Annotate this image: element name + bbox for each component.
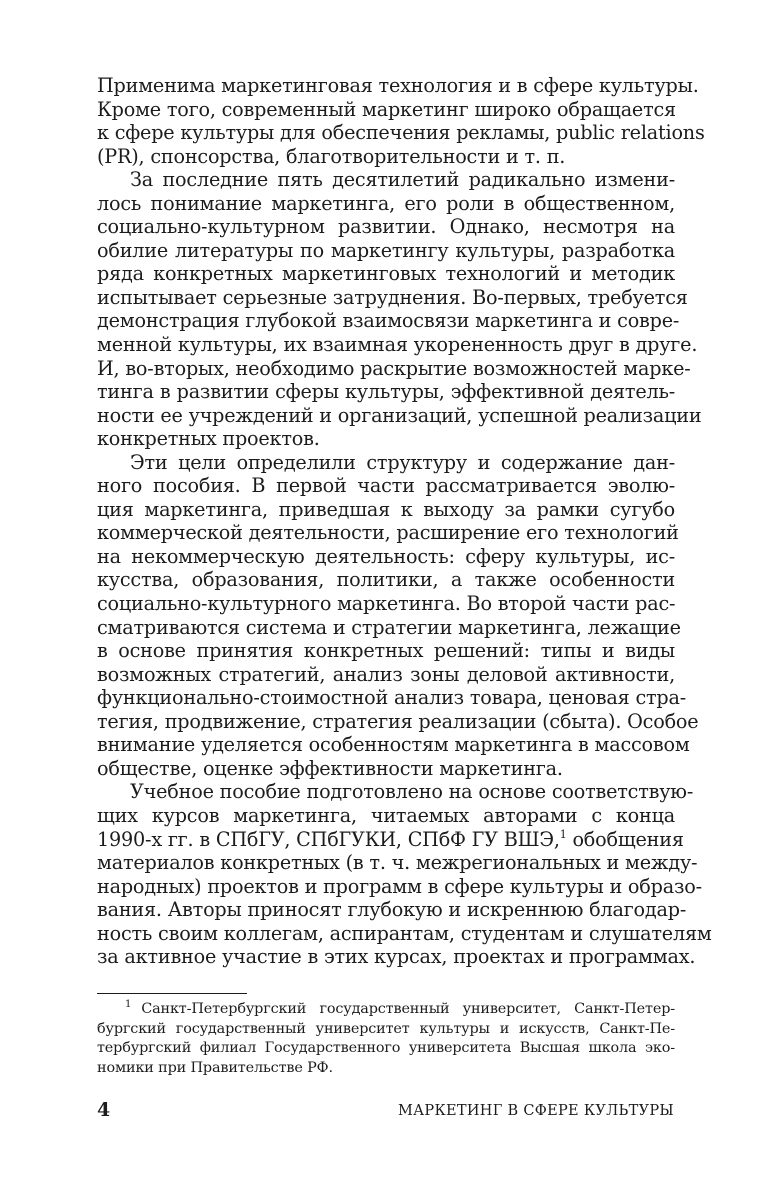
text-line: Применима маркетинговая технология и в сфере культуры. (97, 74, 699, 97)
text-line: социально-культурном развитии. Однако, несмотря на (97, 215, 675, 239)
text-line-with-footnote-ref (97, 827, 684, 852)
text-line: конкретных проектов. (97, 427, 320, 451)
text-line: ряда конкретных маркетинговых технологий и методик (97, 262, 675, 286)
footnote-line: тербургский филиал Государственного университета Высшая школа эко- (97, 1040, 675, 1056)
text-line: лось понимание маркетинга, его роли в общественном, (97, 191, 675, 215)
footnote-divider (97, 993, 247, 994)
text-line: (PR), спонсорства, благотворительности и т. п. (97, 144, 566, 168)
text-line: менной культуры, их взаимная укорененность друг в друге. (97, 333, 698, 357)
text-line: ция маркетинга, приведшая к выходу за рамки сугубо (97, 497, 675, 521)
text-line: ного пособия. В первой части рассматривается эволю- (97, 474, 675, 498)
page-number: 4 (97, 1099, 111, 1121)
footnote-line: номики при Правительстве РФ. (97, 1059, 333, 1076)
text-line: Кроме того, современный маркетинг широко обращается (97, 97, 676, 121)
text-line: социально-культурного маркетинга. Во второй части рас- (97, 592, 676, 616)
text-line: функционально-стоимостной анализ товара, ценовая стра- (97, 686, 687, 710)
body-text (97, 74, 712, 969)
footnote-line (97, 1000, 675, 1020)
text-line: ность своим коллегам, аспирантам, студентам и слушателям (97, 921, 712, 945)
text-line: обществе, оценке эффективности маркетинга. (97, 756, 563, 780)
text-line: кусства, образования, политики, а также особенности (97, 568, 675, 592)
text-line: на некоммерческую деятельность: сферу культуры, ис- (97, 544, 675, 568)
text-line: испытывает серьезные затруднения. Во-первых, требуется (97, 285, 688, 309)
text-line: ности ее учреждений и организаций, успешной реализации (97, 403, 702, 427)
text-line: Эти цели определили структуру и содержание дан- (130, 450, 675, 474)
text-line: И, во-вторых, необходимо раскрытие возможностей марке- (97, 356, 691, 380)
text-line: внимание уделяется особенностям маркетинга в массовом (97, 733, 690, 757)
paragraph (97, 168, 702, 451)
text-line: тинга в развитии сферы культуры, эффективной деятель- (97, 380, 675, 404)
text-line: тегия, продвижение, стратегия реализации (сбыта). Особое (97, 709, 699, 733)
text-line: За последние пять десятилетий радикально измени- (130, 168, 675, 192)
text-segment: 1990-х гг. в СПбГУ, СПбГУКИ, СПбФ ГУ ВШЭ, (97, 827, 560, 851)
paragraph (97, 74, 705, 168)
text-line: возможных стратегий, анализ зоны деловой активности, (97, 662, 675, 686)
paragraph (97, 780, 712, 969)
text-segment: обобщения (566, 827, 684, 851)
paragraph (97, 450, 699, 781)
text-line: коммерческой деятельности, расширение его технологий (97, 521, 679, 545)
text-line: щих курсов маркетинга, читаемых авторами с конца (97, 803, 675, 827)
text-line: обилие литературы по маркетингу культуры, разработка (97, 238, 675, 262)
text-line: Учебное пособие подготовлено на основе соответствую- (130, 780, 694, 804)
footnote-marker: 1 (125, 999, 132, 1010)
footnote-line: бургский государственный университет культуры и искусств, Санкт-Пе- (97, 1020, 675, 1037)
text-line: за активное участие в этих курсах, проектах и программах. (97, 945, 696, 969)
text-line: народных) проектов и программ в сфере культуры и образо- (97, 874, 702, 898)
text-line: к сфере культуры для обеспечения рекламы, public relations (97, 121, 705, 145)
footnote (97, 1000, 675, 1078)
text-line: вания. Авторы приносят глубокую и искреннюю благодар- (97, 898, 687, 922)
text-line: в основе принятия конкретных решений: типы и виды (97, 639, 675, 663)
text-line: демонстрация глубокой взаимосвязи маркетинга и совре- (97, 309, 680, 333)
running-title: МАРКЕТИНГ В СФЕРЕ КУЛЬТУРЫ (397, 1103, 674, 1119)
footnote-reference[interactable]: 1 (559, 827, 567, 841)
text-line: сматриваются система и стратегии маркетинга, лежащие (97, 615, 681, 639)
footnote-text: Санкт-Петербургский государственный университет, Санкт-Петер- (141, 1001, 675, 1017)
text-line: материалов конкретных (в т. ч. межрегиональных и между- (97, 851, 698, 875)
